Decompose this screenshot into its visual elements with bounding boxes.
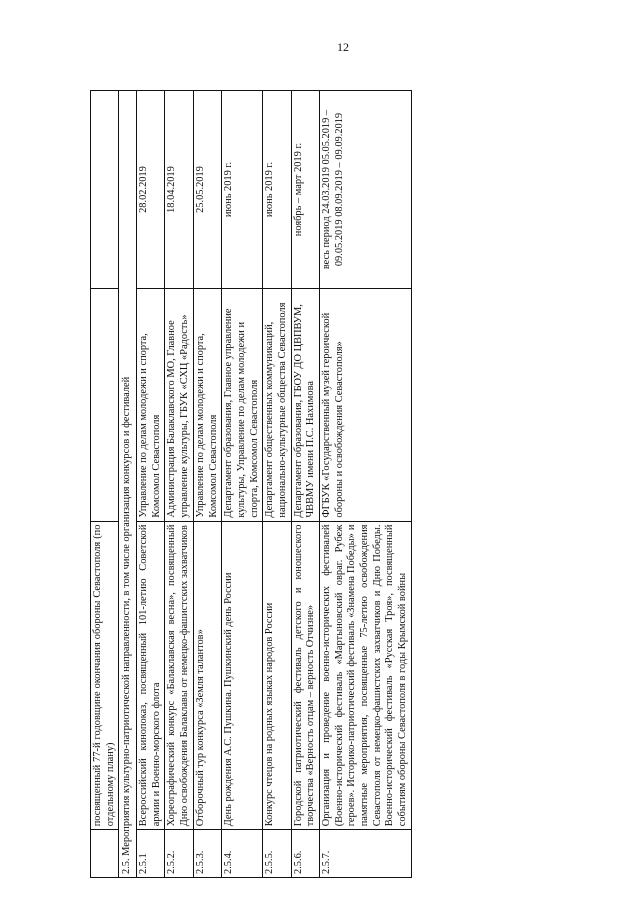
date-cell: ноябрь – март 2019 г.	[291, 91, 319, 289]
organizer-cell: Управление по делам молодежи и спорта, Комсомол Севастополя	[137, 289, 165, 522]
table-row	[222, 91, 263, 878]
num-cell: 2.5.1	[137, 830, 165, 878]
event-cell: День рождения А.С. Пушкина. Пушкинский день России	[222, 521, 263, 830]
organizer-cell	[91, 289, 119, 522]
table-row	[137, 91, 165, 878]
organizer-cell: Управление по делам молодежи и спорта, Комсомол Севастополя	[193, 289, 221, 522]
event-cell: Городской патриотический фестиваль детского и юношеского творчества «Верность отцам – верность Отчизне»	[291, 521, 319, 830]
num-cell: 2.5.2.	[165, 830, 193, 878]
num-cell: 2.5.5.	[263, 830, 291, 878]
date-cell: июнь 2019 г.	[222, 91, 263, 289]
table-row	[165, 91, 193, 878]
date-cell: 18.04.2019	[165, 91, 193, 289]
event-cell: посвященный 77-й годовщине окончания обороны Севастополя (по отдельному плану)	[91, 521, 119, 830]
page-number: 12	[337, 40, 349, 54]
event-cell: Всероссийский кинопоказ, посвященный 101-летию Советской армии и Военно-морского флота	[137, 521, 165, 830]
date-cell: июнь 2019 г.	[263, 91, 291, 289]
num-cell: 2.5.6.	[291, 830, 319, 878]
event-cell: Конкурс чтецов на родных языках народов России	[263, 521, 291, 830]
table-row	[193, 91, 221, 878]
table-row	[263, 91, 291, 878]
table-row	[91, 91, 119, 878]
date-cell	[91, 91, 119, 289]
organizer-cell: Департамент общественных коммуникаций, национально-культурные общества Севастополя	[263, 289, 291, 522]
rotated-table-container	[90, 90, 540, 878]
date-cell: 25.05.2019	[193, 91, 221, 289]
date-cell: весь период 24.03.2019 05.05.2019 – 09.05.2019 08.09.2019 – 09.09.2019	[320, 91, 412, 289]
organizer-cell: Администрация Балаклавского МО, Главное управление культуры, ГБУК «СХЦ «Радость»	[165, 289, 193, 522]
organizer-cell: ФГБУК «Государственный музей героической обороны и освобождения Севастополя»	[320, 289, 412, 522]
date-cell: 28.02.2019	[137, 91, 165, 289]
events-table	[90, 90, 412, 878]
organizer-cell: Департамент образования, ГБОУ ДО ЦВПВУМ, ЧВВМУ имени П.С. Нахимова	[291, 289, 319, 522]
section-row	[119, 91, 137, 878]
num-cell	[91, 830, 119, 878]
organizer-cell: Департамент образования, Главное управление культуры, Управление по делам молодежи и спорта, Комсомол Севастополя	[222, 289, 263, 522]
event-cell: Отборочный тур конкурса «Земля талантов»	[193, 521, 221, 830]
section-heading: 2.5. Мероприятия культурно-патриотической направленности, в том числе организация конкурсов и фестивалей	[119, 91, 137, 878]
event-cell: Хореографический конкурс «Балаклавская весна», посвященный Дню освобождения Балаклавы от немецко-фашистских захватчиков	[165, 521, 193, 830]
table-row	[320, 91, 412, 878]
event-cell: Организация и проведение военно-исторических фестивалей (Военно-исторический фестиваль «Мартыновский овраг. Рубеж героев». Историко-патриотический фестиваль «Знамена Победы» и памятные мероприятия, посвященные 75-летию освобождения Севастополя от немецко-фашистских захватчиков и Дню Победы. Военно-исторический фестиваль «Русская Троя», посвященный событиям обороны Севастополя в годы Крымской войны	[320, 521, 412, 830]
num-cell: 2.5.7.	[320, 830, 412, 878]
num-cell: 2.5.3.	[193, 830, 221, 878]
table-row	[291, 91, 319, 878]
num-cell: 2.5.4.	[222, 830, 263, 878]
